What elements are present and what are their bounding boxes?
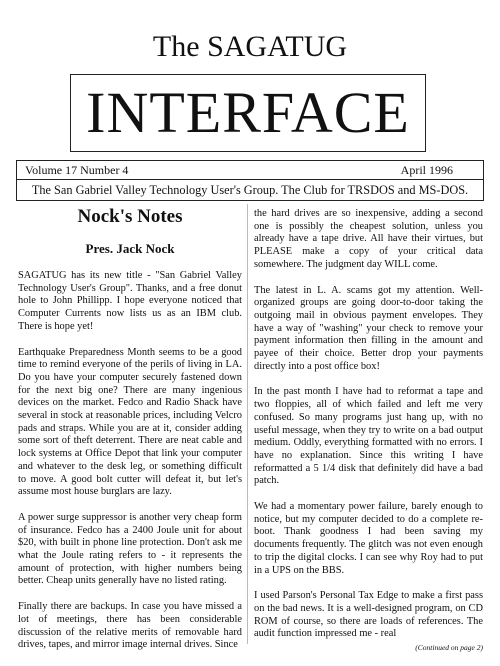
continued-note: (Continued on page 2) — [415, 643, 483, 653]
club-tagline: The San Gabriel Valley Technology User's Group. The Club for TRSDOS and MS-DOS. — [16, 179, 484, 201]
article-paragraph: The latest in L. A. scams got my attention. Well-organized groups are going door-to-door taking the outgoing mail in obvious payment envelopes. They have a way of "washing" your check to remove your payment information then filling in the amount and payee of their choice. Better drop your payments directly into a post office box! — [254, 284, 483, 372]
article-paragraph: the hard drives are so inexpensive, adding a second one is possibly the cheapest solution, unless you already have a tape drive. All have their virtues, but PLEASE make a copy of your critical data somewhere. The judgment day WILL come. — [254, 208, 483, 270]
article-paragraph: We had a momentary power failure, barely enough to notice, but my computer decided to do a complete re-boot. Thank goodness I had been saving my documents frequently. The glitch was not even enough to trip the digital clocks. I can see why Roy had to put in a UPS on the BBS. — [254, 501, 483, 576]
article-left-column — [18, 206, 242, 665]
article-paragraph: A power surge suppressor is another very cheap form of insurance. Fedco has a 2400 Joule unit for about $20, with built in phone line protection. Don't ask me what the Joule rating refers to - it represents the amount of protection, with higher numbers being better. Cheap units generally have no listed rating. — [18, 511, 242, 587]
article-author: Pres. Jack Nock — [85, 241, 175, 256]
article-right-column — [254, 208, 483, 666]
article-paragraph: In the past month I have had to reformat a tape and two floppies, all of which failed and left me very confused. So many programs just hang up, with no useful message, when they try to write on a bad output medium. Oddly, everything formatted with no errors. I have no explanation. Since this writing I have reformatted a 5 1/4 disk that definitely did have a bad patch. — [254, 386, 483, 487]
article-paragraph: Finally there are backups. In case you have missed a lot of meetings, there has been considerable discussion of the relative merits of removable hard drives, tapes, and mirror image internal drives. Since — [18, 601, 242, 651]
article-paragraph: I used Parson's Personal Tax Edge to make a first pass on the bad news. It is a well-designed program, on CD ROM of course, so there are loads of references. The audit function impressed me - real — [254, 590, 483, 640]
newsletter-title: INTERFACE — [86, 80, 410, 145]
article-paragraph: Earthquake Preparedness Month seems to be a good time to remind everyone of the perils of living in LA. Do you have your computer securely fastened down for the next big one? There are many ingenious devices on the market. Fedco and Radio Shack have several in stock at reasonable prices, including Velcro pads and straps. While you are at it, consider adding some sort of theft deterrent. There are neat cable and lock systems at Office Depot that link your computer and whatever to the desk leg, or something difficult to move. A good bolt cutter will defeat it, but let's assume most house burglars are lazy. — [18, 346, 242, 498]
issue-date: April 1996 — [400, 163, 453, 177]
masthead-top-line: The SAGATUG — [152, 30, 348, 63]
newsletter-title-box — [70, 74, 426, 152]
article-paragraph: SAGATUG has its new title - "San Gabriel Valley Technology User's Group". Thanks, and a free donut hole to John Phillipp. I hope everyone noticed that Computer Currents now lists us as an IBM club. There is hope yet! — [18, 270, 242, 332]
article-title: Nock's Notes — [77, 206, 183, 227]
issue-volume: Volume 17 Number 4 — [25, 163, 129, 177]
issue-info-bar — [16, 160, 484, 180]
column-divider — [247, 204, 248, 644]
